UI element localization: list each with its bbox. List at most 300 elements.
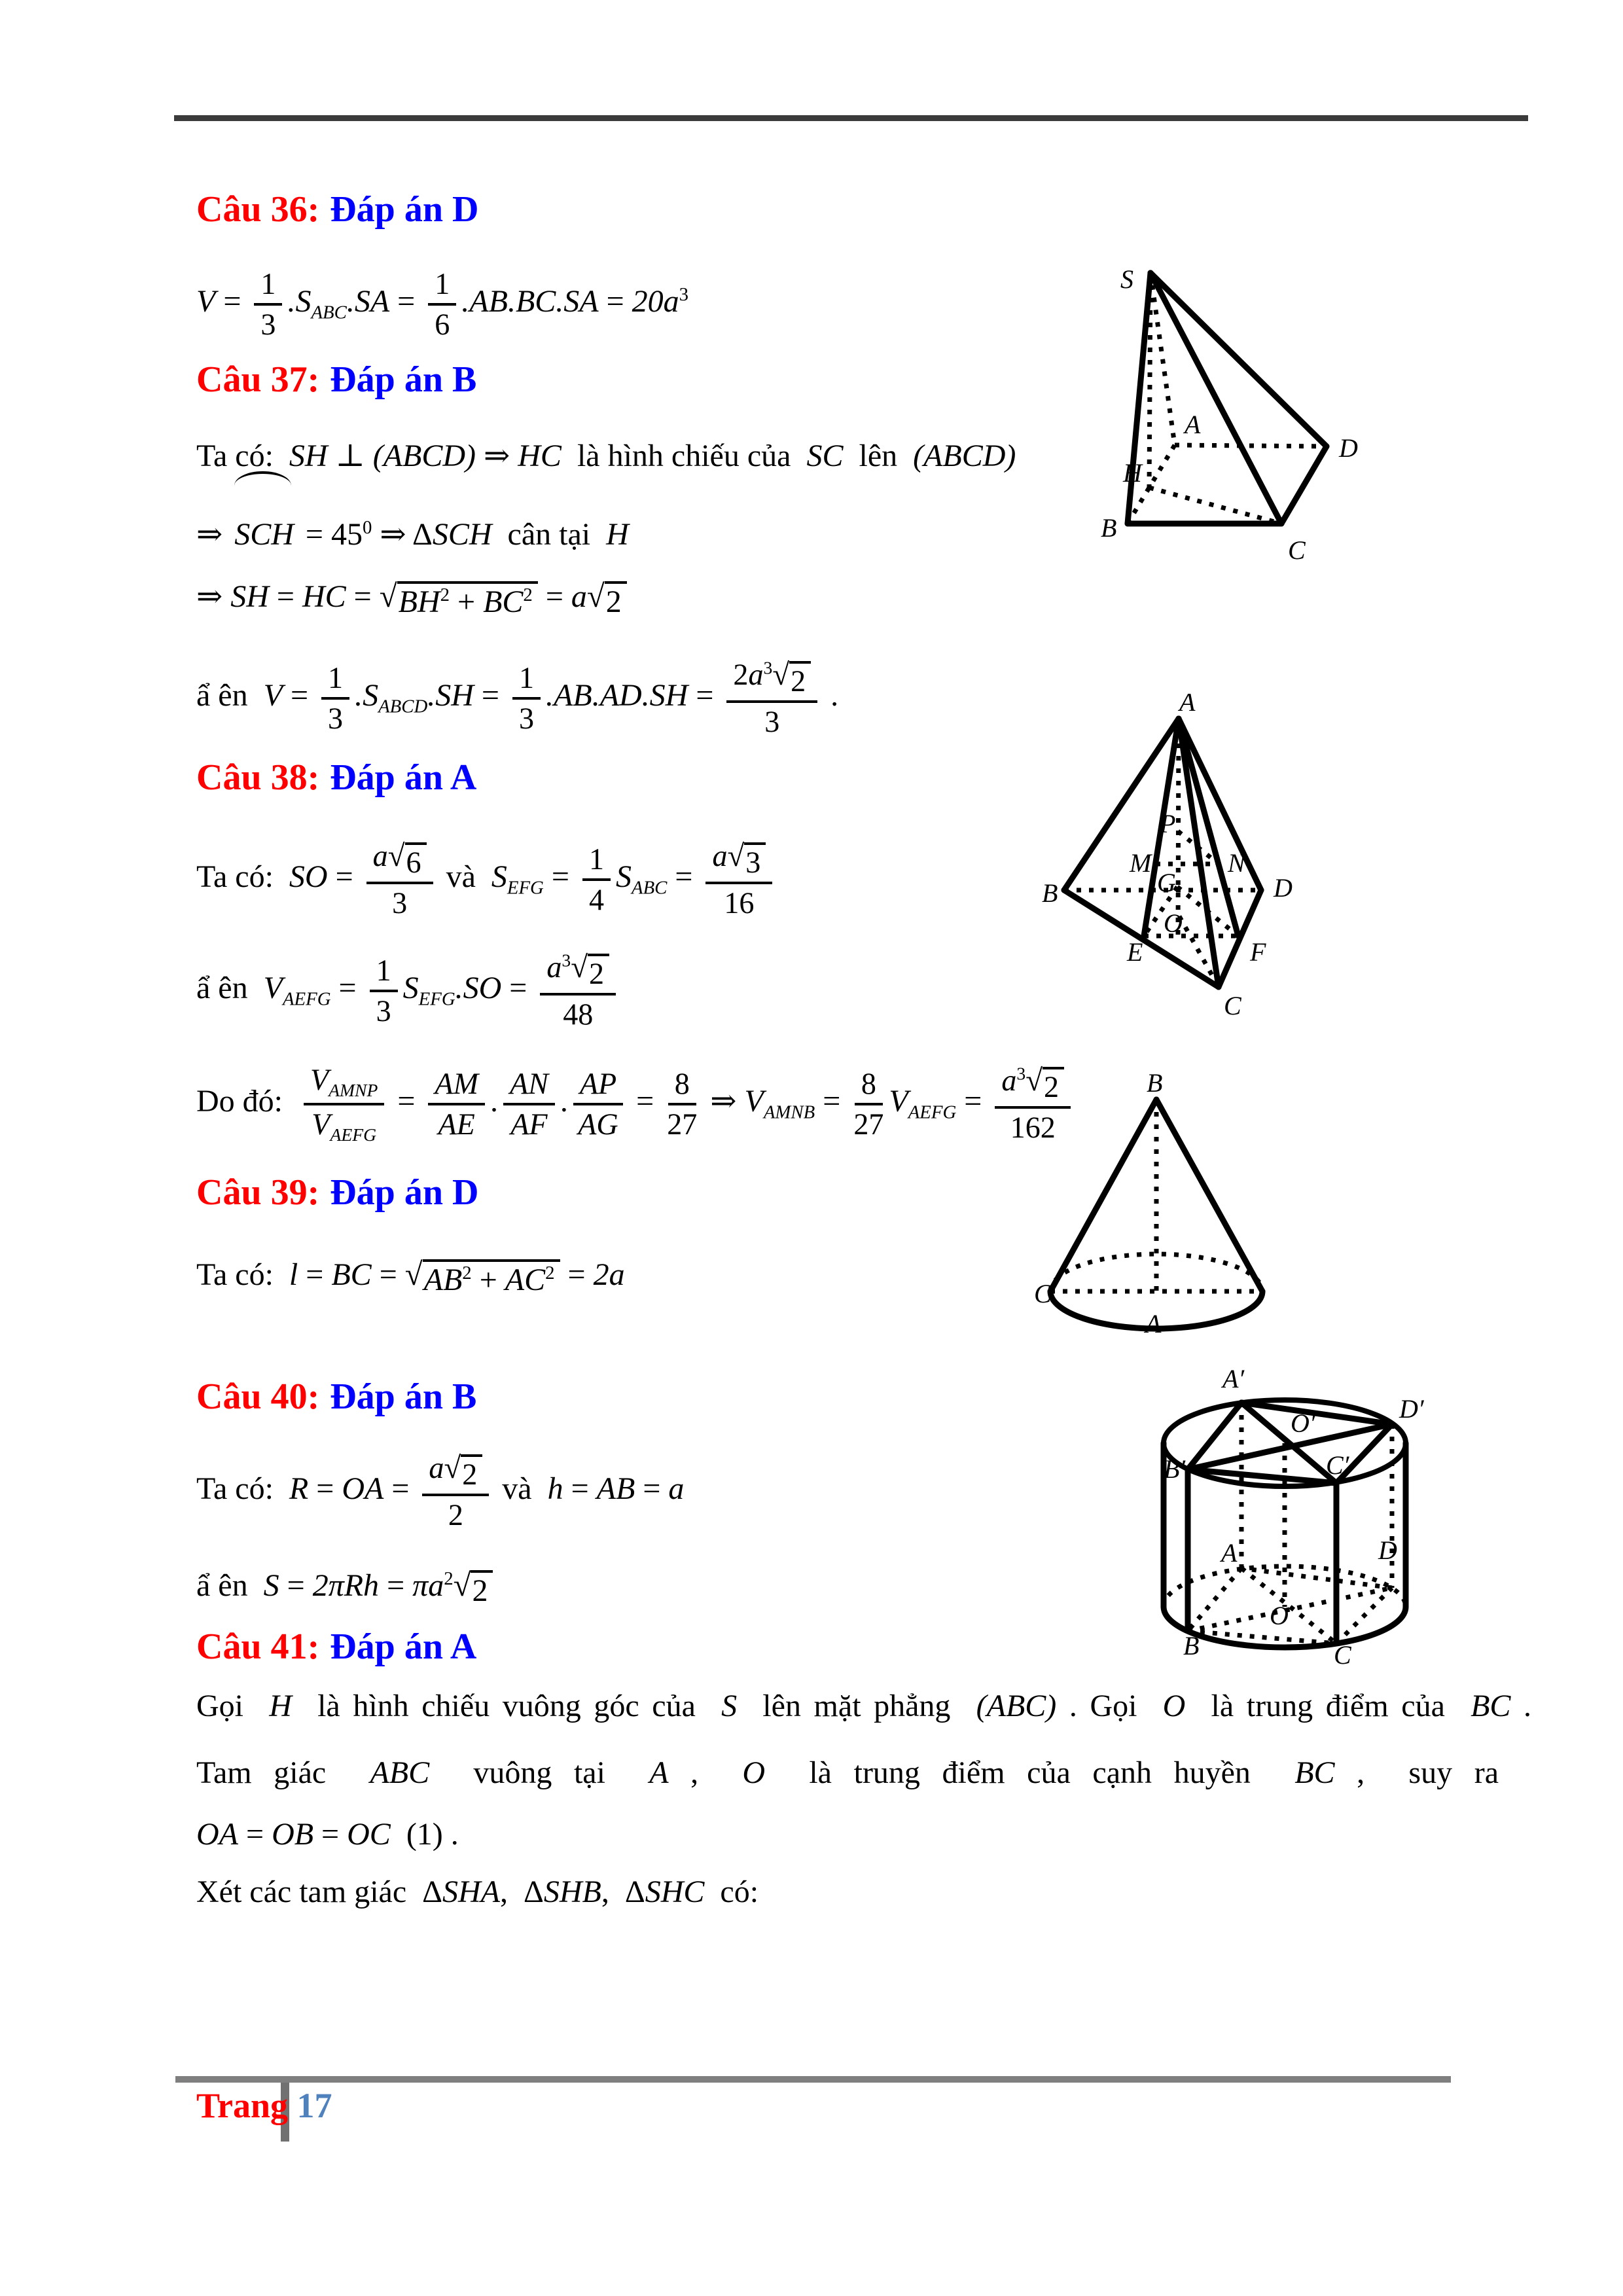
math-token [405,1257,560,1298]
math-token [366,839,433,920]
math-token: 27 [853,1107,884,1141]
math-token: ⇒ [702,1084,745,1119]
question-label: Câu 41: [196,1626,320,1667]
math-token: = [308,1471,342,1506]
math-token: Xét các tam giác Δ [196,1874,443,1909]
math-token: √ [453,1567,471,1603]
math-token: = [215,284,249,319]
math-token: (ABC) [976,1689,1057,1723]
math-token: 1 [588,842,604,876]
math-token: ẩ ên [196,1568,264,1603]
math-token [321,661,349,735]
math-token [853,1067,883,1141]
math-token [510,1105,547,1141]
math-token: , [668,1755,743,1790]
math-token: 2 [448,1498,463,1532]
math-token [772,659,811,698]
math-token: . [490,1084,498,1119]
math-token: 0 [362,517,372,538]
math-token: 3 [1016,1064,1026,1085]
math-token: 2 [523,584,533,605]
question-label: Câu 40: [196,1376,320,1417]
math-token [260,306,276,342]
math-token: 6 [435,307,450,341]
math-token [370,954,398,1028]
math-token: √ [727,839,745,874]
math-token: 27 [667,1107,698,1141]
math-token: SCH [432,517,492,552]
math-token: AP [579,1067,617,1101]
math-token: = [667,859,701,894]
math-token: 1 [435,267,450,301]
footer-label: Trang [196,2086,289,2125]
math-token: = [635,1471,669,1506]
math-token: 2 [472,1573,488,1608]
math-token: ABC [311,302,347,323]
math-token: 2 [1044,1070,1060,1104]
vertex-label: C [1288,535,1306,565]
math-token [503,1067,555,1141]
math-token: SHC [645,1874,705,1909]
math-token [461,1454,482,1492]
math-token: H [606,517,629,552]
math-token: BC [1471,1689,1511,1723]
math-token [454,1568,493,1609]
math-token [853,1105,883,1141]
formula-c40-line2 [196,1523,493,1641]
pyramid1-hidden-edges [1128,273,1327,524]
vertex-label: A [1221,1538,1238,1568]
math-token [388,840,427,880]
answer-label: Đáp án B [330,1376,477,1417]
math-token [582,842,611,916]
math-token: = [282,678,317,713]
paragraph-c41-1 [196,1686,1531,1727]
math-token: là hình chiếu vuông góc của [291,1689,722,1723]
math-token [428,267,456,306]
math-token [428,267,456,341]
math-token [705,839,772,920]
vertex-label: B [1147,1073,1163,1098]
vertex-label: E [1127,937,1143,967]
math-token: V [744,1084,764,1119]
vertex-label: C [1224,991,1241,1020]
math-token: 20a [632,284,679,319]
vertex-label: O′ [1291,1408,1315,1438]
math-token: OA [342,1471,384,1506]
math-token [582,842,611,881]
math-token: = [383,1471,418,1506]
math-token: 4 [588,882,604,916]
math-token [726,658,817,738]
heading-cau-39 [196,1172,478,1213]
math-token: 2a [593,1257,625,1292]
math-token: BH [398,584,440,619]
paragraph-c41-2 [196,1753,1499,1793]
math-token: ⇒ [196,517,231,552]
formula-c38-line3 [196,1046,1076,1168]
math-token: = [268,579,302,614]
math-token: V [263,678,283,713]
math-token: SC [806,439,844,473]
vertex-label: O [1164,908,1183,938]
math-token [471,1570,493,1609]
math-token: Do đó: [196,1084,298,1119]
math-token: V [889,1084,908,1119]
math-token: 3 [562,950,571,971]
math-token: a [546,950,562,984]
math-token [304,1063,384,1145]
formula-c39-line1 [196,1219,625,1331]
math-token: .SH [427,678,474,713]
math-token: . [823,678,839,713]
math-token: S [263,1568,279,1603]
vertex-label: F [1250,937,1266,967]
math-token: .SO [455,971,502,1005]
math-token: a [571,579,587,614]
math-token: 2 [462,1458,478,1492]
math-token: = [298,1257,332,1292]
math-token [764,703,779,739]
math-token [995,1064,1071,1109]
math-token: S [721,1689,738,1723]
math-token: Gọi [196,1689,270,1723]
math-token [578,1105,618,1141]
paragraph-c41-4 [196,1872,758,1912]
vertex-label: A [1179,694,1196,717]
math-token: EFG [418,988,455,1010]
vertex-label: D [1339,433,1358,463]
math-token: 16 [724,886,755,920]
math-token: 2 [589,957,605,991]
math-token [540,950,616,996]
diagram-pyramid-sabcd [1080,223,1394,602]
math-token: ABC [631,877,668,899]
heading-cau-40 [196,1376,476,1418]
math-token [512,661,541,700]
heading-cau-37 [196,359,476,401]
math-token: 8 [674,1067,690,1101]
math-token: ⇒ [476,439,518,473]
math-token: S [491,859,507,894]
math-token: 3 [679,284,689,305]
math-token: .AB.AD.SH [546,678,688,713]
math-token: √ [444,1451,461,1486]
math-token: 3 [745,846,761,880]
math-token: EFG [507,877,544,899]
cone-hidden-edges [1050,1100,1262,1291]
math-token: (ABCD) [372,439,476,473]
vertex-label: D′ [1399,1394,1424,1424]
math-token: = [688,678,722,713]
math-token: 162 [1010,1110,1056,1144]
formula-c37-line3 [196,541,627,653]
math-token [1026,1065,1064,1104]
math-token: l [289,1257,298,1292]
math-token: AB [596,1471,635,1506]
math-token: . [1510,1689,1532,1723]
math-token [321,661,349,700]
math-token: , Δ [601,1874,645,1909]
math-token [503,1067,555,1105]
vertex-label: B [1042,878,1058,908]
math-token [405,842,427,880]
math-token: là trung điểm của [1185,1689,1471,1723]
math-token: 2πRh [312,1568,380,1603]
math-token: AF [510,1107,548,1141]
math-token: = [371,1257,405,1292]
math-token: √ [404,1256,423,1292]
math-token: V [310,1062,329,1096]
math-token: SO [289,859,328,894]
math-token: = [346,579,380,614]
vertex-label: H [1123,458,1142,488]
math-token: AEFG [908,1102,957,1123]
math-token [726,658,817,703]
math-token: SH [289,439,328,473]
math-token: H [269,1689,292,1723]
math-token: OB [272,1817,314,1852]
math-token: HC [518,439,562,473]
math-token: 3 [376,994,391,1028]
question-label: Câu 38: [196,757,320,798]
math-token: V [312,1107,330,1141]
math-token [855,1067,883,1105]
math-token [428,1067,485,1141]
math-token: 2 [440,584,450,605]
math-token: là hình chiếu của [561,439,807,473]
math-token: 1 [519,661,535,695]
math-token [563,996,593,1031]
math-token: SHB [543,1874,601,1909]
math-token [588,954,609,991]
math-token: = [560,1257,594,1292]
math-token: 3 [519,701,535,735]
math-token: = [279,1568,313,1603]
math-token: = [815,1084,849,1119]
math-token: 3 [328,701,344,735]
question-label: Câu 36: [196,189,320,230]
math-token: V [196,284,216,319]
math-token [397,581,538,620]
math-token: AEFG [330,1124,377,1145]
math-token: ⊥ [327,439,373,473]
vertex-label: O [1270,1601,1289,1630]
question-label: Câu 37: [196,359,320,400]
math-token: BC [331,1257,372,1292]
math-token [1043,1067,1064,1104]
math-token [519,700,534,736]
math-token: a [372,839,388,873]
math-token [605,581,627,620]
math-token: R [289,1471,309,1506]
math-token: và [438,859,491,894]
math-token: a [1001,1064,1017,1098]
math-token: = [563,1471,597,1506]
math-token: AEFG [282,988,331,1010]
math-token: cân tại [491,517,607,552]
math-token [422,1451,489,1532]
heading-cau-38 [196,757,476,798]
math-token: lên mặt phẳng [737,1689,976,1723]
math-token: 1 [376,954,391,988]
math-token: = [238,1817,272,1852]
math-token: S [402,971,419,1005]
vertex-label: A [1185,410,1201,439]
math-token: 48 [563,997,594,1031]
math-token: ẩ ên [196,971,264,1005]
paragraph-c41-3 [196,1814,459,1855]
math-token [444,1452,482,1492]
math-token: √ [571,950,588,985]
math-token [667,1105,697,1141]
answer-label: Đáp án A [330,757,477,798]
math-token: , Δ [500,1874,544,1909]
math-token: .S [287,284,312,319]
page-number: 17 [296,2086,332,2125]
math-token: OC [347,1817,391,1852]
answer-label: Đáp án D [330,1172,479,1213]
math-token: Ta có: [196,1471,289,1506]
math-token: = [956,1084,990,1119]
math-token [422,1451,489,1496]
math-token: 3 [260,307,276,341]
math-token: a [712,839,728,873]
math-token [571,952,609,991]
math-token: AM [435,1067,478,1101]
vertex-label: A′ [1222,1364,1245,1393]
math-token [370,954,398,992]
math-token: √ [1026,1064,1043,1098]
math-token: 2 [545,1263,555,1283]
math-token: 8 [861,1067,876,1101]
math-token: 3 [392,886,408,920]
math-token: = 45 [297,517,363,552]
vertex-label: D [1378,1535,1397,1565]
math-token: ⇒ Δ [372,517,433,552]
math-token: a [429,1451,444,1485]
math-token: (1) . [390,1817,459,1852]
vertex-label: B [1101,513,1117,543]
math-token [392,884,407,920]
math-token: lên [843,439,914,473]
math-token: BC [1294,1755,1335,1790]
vertex-label: P [1160,809,1176,838]
math-token [304,1063,384,1105]
math-token: AE [438,1107,475,1141]
math-token [744,842,766,880]
math-token: (ABCD) [913,439,1016,473]
math-token [667,1067,697,1141]
vertex-label: C′ [1326,1450,1349,1480]
question-label: Câu 39: [196,1172,320,1213]
vertex-label: B [1183,1631,1200,1660]
math-token: = [537,579,571,614]
math-token: .SA [346,284,390,319]
math-token: và [494,1471,548,1506]
math-token: a [668,1471,685,1506]
math-token [512,661,541,735]
math-token: .S [355,678,379,713]
math-token: πa [412,1568,444,1603]
math-token [380,579,538,620]
formula-c38-line1 [196,821,777,944]
math-token: S [615,859,632,894]
math-token: OA [196,1817,238,1852]
vertex-label: G [1157,868,1176,897]
math-token [428,1067,485,1105]
math-token: AC [505,1263,546,1297]
math-token [789,661,811,698]
math-token: = [389,1084,423,1119]
math-token: = [501,971,535,1005]
page-footer [196,2085,332,2126]
vertex-label: S [1120,264,1133,294]
math-token [254,267,282,341]
math-token: 1 [328,661,344,695]
math-token: √ [379,578,397,614]
math-token: ABC [370,1755,430,1790]
vertex-label: M [1130,848,1152,878]
math-token: 1 [260,267,276,301]
math-token: vuông tại [429,1755,650,1790]
math-token: O [1162,1689,1186,1723]
math-token [435,306,450,342]
math-token [995,1064,1071,1144]
math-token: = [379,1568,413,1603]
math-token [573,1067,623,1141]
math-token: 2 [791,664,806,698]
math-token: V [263,971,283,1005]
math-token [540,950,616,1031]
math-token: = [598,284,632,319]
math-token: 2 [605,584,622,619]
vertex-label: C [1034,1279,1052,1308]
math-token [1010,1109,1056,1145]
answer-label: Đáp án B [330,359,477,400]
answer-label: Đáp án D [330,189,479,230]
math-token: 2 [462,1263,472,1283]
math-token [587,579,627,620]
heading-cau-36 [196,188,478,230]
heading-cau-41 [196,1626,476,1668]
math-token [254,267,282,306]
diagram-cylinder [1139,1361,1440,1682]
math-token: A [649,1755,669,1790]
math-token: + [450,584,484,619]
math-token: = [389,284,423,319]
vertex-label: A [1145,1309,1162,1338]
math-token [728,840,766,880]
math-token: . Gọi [1056,1689,1163,1723]
math-token: = [327,859,361,894]
vertex-label: C [1334,1640,1351,1670]
math-token: Tam giác [196,1755,370,1790]
math-token: ẩ ên [196,678,264,713]
diagram-pyramid-abcd-efg [1034,694,1400,1021]
math-token: = [473,678,507,713]
math-token: ABCD [378,696,428,717]
math-token: + [471,1263,505,1297]
math-token: √ [772,658,790,692]
math-token [312,1105,376,1145]
math-token: Ta có: [196,1257,289,1292]
math-token: = [313,1817,348,1852]
math-token [573,1067,623,1105]
math-token [668,1067,696,1105]
math-token [724,884,754,920]
math-token: AMNB [763,1102,815,1123]
